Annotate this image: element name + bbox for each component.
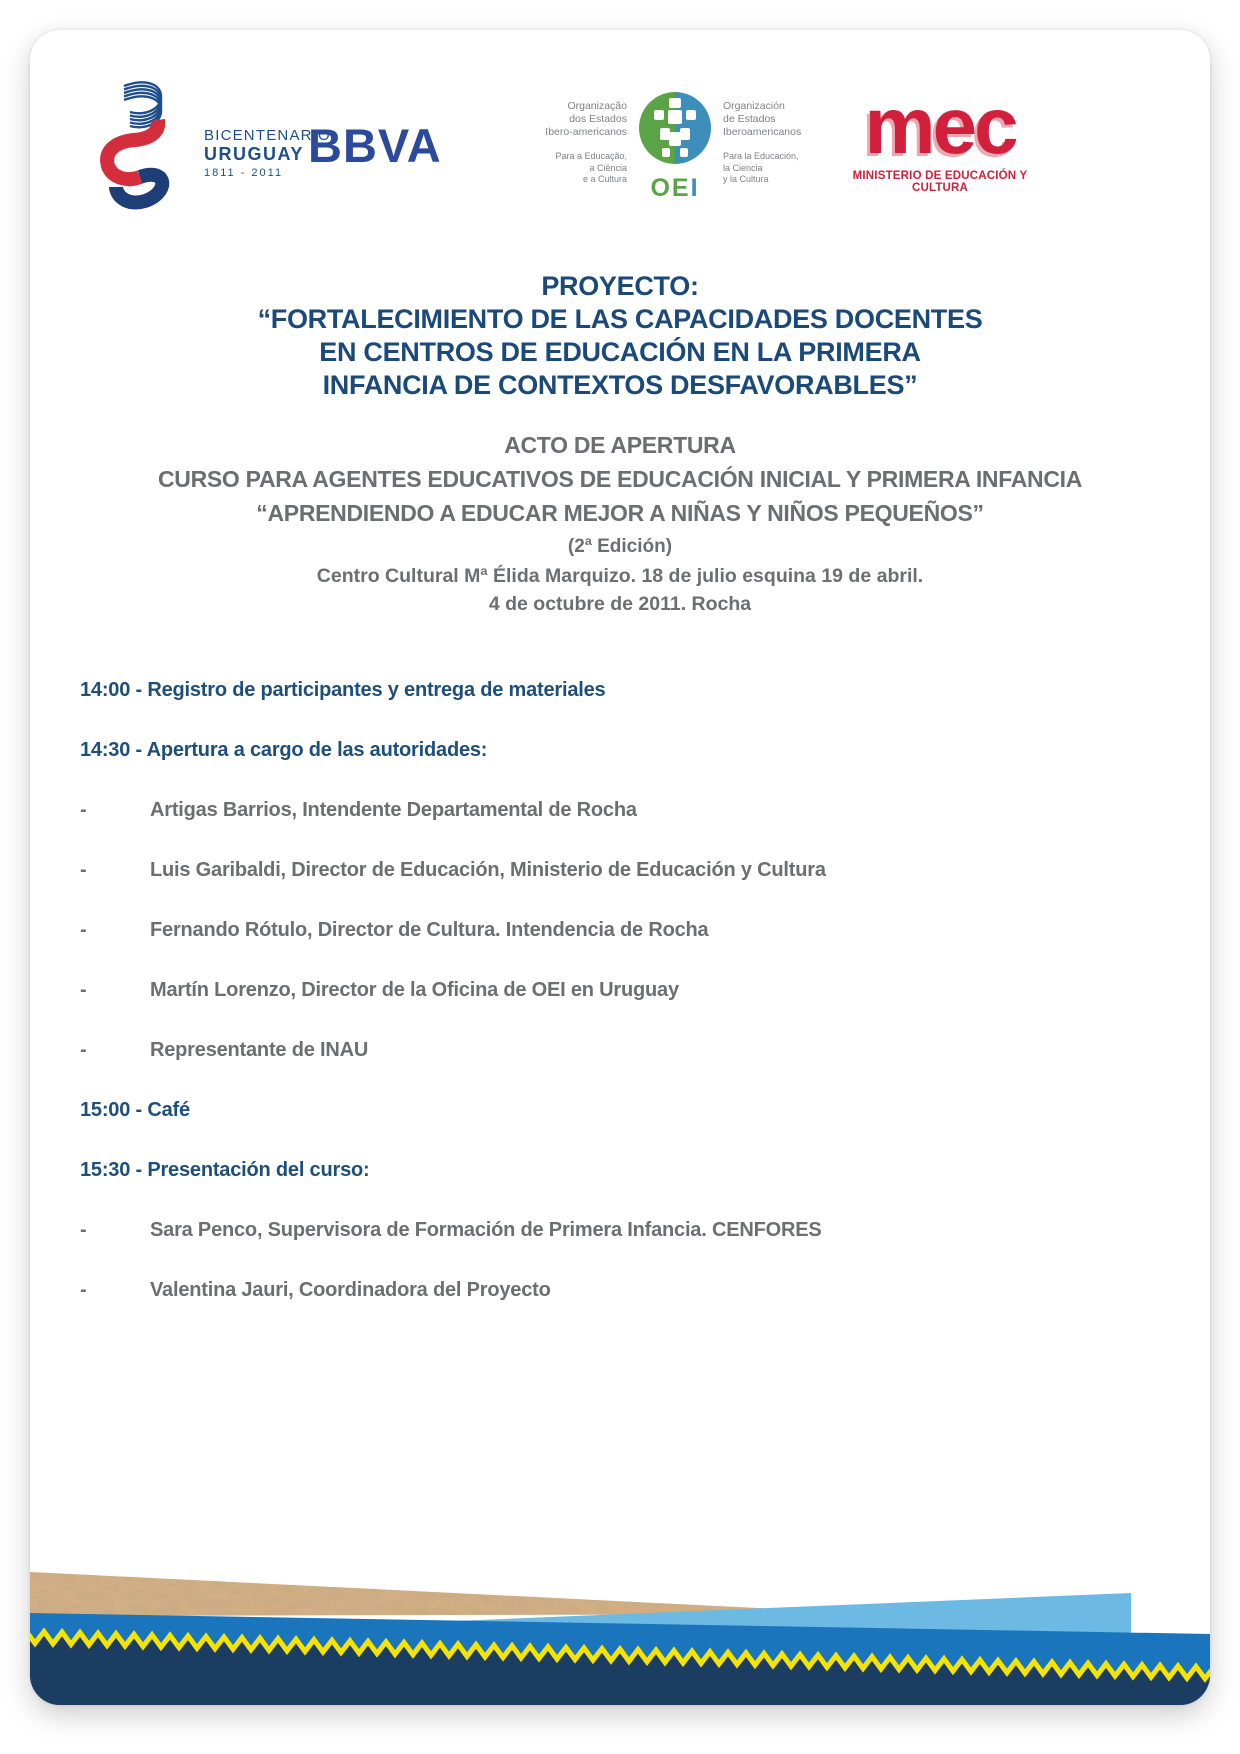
- event-line: ACTO DE APERTURA: [504, 432, 736, 458]
- mec-logo: [825, 81, 1055, 194]
- oei-emblem: [633, 88, 717, 203]
- bbva-wordmark: BBVA: [308, 119, 442, 172]
- title-line: PROYECTO:: [541, 271, 699, 301]
- oei-circle-icon: [635, 88, 715, 168]
- bicentenario-line1: BICENTENARIO: [204, 127, 331, 144]
- agenda-text: Fernando Rótulo, Director de Cultura. Intendencia de Rocha: [150, 919, 709, 941]
- bullet-dash: -: [80, 799, 87, 821]
- agenda-speaker-item: [80, 978, 1120, 1002]
- event-line: CURSO PARA AGENTES EDUCATIVOS DE EDUCACIÓN INICIAL Y PRIMERA INFANCIA: [157, 466, 1083, 492]
- agenda-speaker-item: [80, 858, 1120, 882]
- oei-subtext-portuguese: Para a Educação, a Ciência e a Cultura: [555, 151, 627, 184]
- event-line: “APRENDIENDO A EDUCAR MEJOR A NIÑAS Y NIÑOS PEQUEÑOS”: [256, 500, 984, 526]
- title-line: “FORTALECIMIENTO DE LAS CAPACIDADES DOCENTES: [257, 304, 983, 334]
- agenda-speaker-item: [80, 798, 1120, 822]
- agenda-time-item: 15:30 - Presentación del curso:: [80, 1159, 370, 1181]
- oei-text-portuguese: Organização dos Estados Ibero-americanos Para a Educação, a Ciência e a Cultura: [535, 88, 627, 185]
- mec-ministry-label: MINISTERIO DE EDUCACIÓN Y CULTURA: [852, 170, 1028, 194]
- agenda-time-item: 14:30 - Apertura a cargo de las autoridades:: [80, 739, 488, 761]
- agenda-time-item: 15:00 - Café: [80, 1099, 190, 1121]
- bicentenario-ribbon-icon: [88, 76, 198, 216]
- agenda-text: Martín Lorenzo, Director de la Oficina de OEI en Uruguay: [150, 979, 679, 1001]
- mec-wordmark: mec: [864, 81, 1016, 170]
- bicentenario-line2: URUGUAY: [204, 143, 304, 164]
- agenda-text: Sara Penco, Supervisora de Formación de Primera Infancia. CENFORES: [150, 1219, 822, 1241]
- agenda-speaker-item: [80, 1038, 1120, 1062]
- bbva-logo: [308, 118, 468, 173]
- project-title: [30, 270, 1210, 402]
- agenda-text: Artigas Barrios, Intendente Departamental de Rocha: [150, 799, 637, 821]
- agenda-speaker-item: [80, 1218, 1120, 1242]
- agenda-text: Luis Garibaldi, Director de Educación, Ministerio de Educación y Cultura: [150, 859, 826, 881]
- oei-subtext-spanish: Para la Educación, la Ciencia y la Cultura: [723, 151, 799, 184]
- oei-acronym: OEI: [650, 174, 700, 202]
- agenda-time-item: 14:00 - Registro de participantes y entrega de materiales: [80, 679, 606, 701]
- event-venue: Centro Cultural Mª Élida Marquizo. 18 de julio esquina 19 de abril.: [316, 565, 924, 587]
- event-edition: (2ª Edición): [567, 536, 673, 557]
- agenda-text: Valentina Jauri, Coordinadora del Proyecto: [150, 1279, 551, 1301]
- oei-text-spanish: Organización de Estados Iberoamericanos Para la Educación, la Ciencia y la Cultura: [723, 88, 815, 185]
- event-date: 4 de octubre de 2011. Rocha: [488, 593, 752, 615]
- flyer-page: [30, 30, 1210, 1705]
- agenda-speaker-item: [80, 1278, 1120, 1302]
- agenda-speaker-item: [80, 918, 1120, 942]
- bullet-dash: -: [80, 1279, 87, 1301]
- title-line: INFANCIA DE CONTEXTOS DESFAVORABLES”: [322, 370, 918, 400]
- agenda: [80, 678, 1120, 1338]
- agenda-text: Representante de INAU: [150, 1039, 369, 1061]
- footer-decoration: [30, 1400, 1210, 1705]
- bullet-dash: -: [80, 859, 87, 881]
- bullet-dash: -: [80, 979, 87, 1001]
- bicentenario-logo: [88, 76, 331, 206]
- bicentenario-years: 1811 - 2011: [204, 167, 284, 180]
- bullet-dash: -: [80, 1039, 87, 1061]
- bullet-dash: -: [80, 1219, 87, 1241]
- bullet-dash: -: [80, 919, 87, 941]
- oei-logo: [535, 88, 815, 203]
- event-info: [30, 428, 1210, 618]
- title-line: EN CENTROS DE EDUCACIÓN EN LA PRIMERA: [319, 337, 921, 367]
